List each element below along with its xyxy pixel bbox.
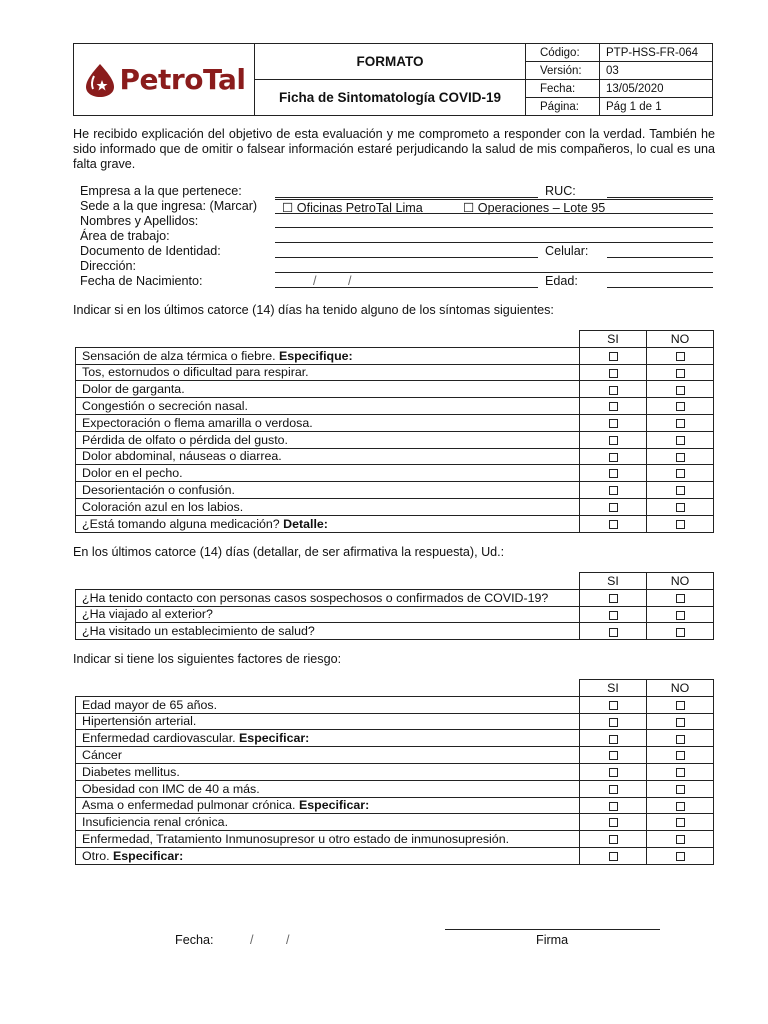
logo-cell bbox=[74, 44, 255, 115]
meta-key: Versión: bbox=[526, 62, 600, 79]
row-label bbox=[76, 831, 580, 848]
cell-no bbox=[647, 465, 714, 482]
table-row bbox=[76, 515, 714, 532]
cell-si bbox=[580, 364, 647, 381]
column-header-no: NO bbox=[647, 331, 714, 348]
cell-si bbox=[580, 465, 647, 482]
row-label bbox=[76, 696, 580, 713]
cell-no bbox=[647, 814, 714, 831]
row-area bbox=[80, 229, 715, 244]
table-row bbox=[76, 814, 714, 831]
row-nombres bbox=[80, 214, 715, 229]
cell-no bbox=[647, 589, 714, 606]
format-label: FORMATO bbox=[255, 44, 525, 80]
section3-question: Indicar si tiene los siguientes factores de riesgo: bbox=[73, 652, 342, 666]
cell-no bbox=[647, 623, 714, 640]
checkbox-si[interactable] bbox=[609, 768, 618, 777]
column-header-si: SI bbox=[580, 680, 647, 697]
exposure-table bbox=[75, 572, 714, 640]
label-edad: Edad: bbox=[545, 274, 578, 288]
cell-no bbox=[647, 847, 714, 864]
table-row bbox=[76, 696, 714, 713]
row-label bbox=[76, 431, 580, 448]
documento-field[interactable] bbox=[275, 244, 538, 258]
row-label bbox=[76, 847, 580, 864]
row-documento bbox=[80, 244, 715, 259]
signature-line[interactable] bbox=[445, 929, 660, 930]
row-detail-prompt: Especificar: bbox=[239, 731, 310, 746]
row-text: Desorientación o confusión. bbox=[82, 483, 235, 498]
checkbox-no[interactable] bbox=[676, 469, 685, 478]
flame-drop-icon bbox=[83, 62, 117, 98]
checkbox-no[interactable] bbox=[676, 718, 685, 727]
column-header-no: NO bbox=[647, 573, 714, 590]
row-label bbox=[76, 465, 580, 482]
footer-date-label: Fecha: bbox=[175, 933, 214, 947]
table-row bbox=[76, 831, 714, 848]
table-row bbox=[76, 498, 714, 515]
label-ruc: RUC: bbox=[545, 184, 576, 198]
celular-field[interactable] bbox=[607, 244, 713, 258]
label-celular: Celular: bbox=[545, 244, 589, 258]
row-text: Edad mayor de 65 años. bbox=[82, 697, 218, 712]
row-label bbox=[76, 414, 580, 431]
edad-field[interactable] bbox=[607, 274, 713, 288]
row-detail-prompt: Especificar: bbox=[298, 798, 370, 813]
label-nacimiento: Fecha de Nacimiento: bbox=[80, 274, 203, 288]
cell-si bbox=[580, 780, 647, 797]
cell-no bbox=[647, 730, 714, 747]
row-label bbox=[76, 763, 580, 780]
cell-no bbox=[647, 831, 714, 848]
cell-si bbox=[580, 347, 647, 364]
meta-value: 13/05/2020 bbox=[606, 82, 664, 95]
checkbox-no[interactable] bbox=[676, 835, 685, 844]
signature-label: Firma bbox=[536, 933, 569, 947]
table-row bbox=[76, 414, 714, 431]
row-text: ¿Ha viajado al exterior? bbox=[82, 607, 213, 622]
table-row bbox=[76, 623, 714, 640]
cell-si bbox=[580, 747, 647, 764]
row-text: Enfermedad cardiovascular. bbox=[82, 731, 236, 746]
label-area: Área de trabajo: bbox=[80, 229, 170, 243]
cell-no bbox=[647, 747, 714, 764]
checkbox-no[interactable] bbox=[676, 751, 685, 760]
checkbox-no[interactable] bbox=[676, 503, 685, 512]
meta-row-code bbox=[526, 44, 712, 62]
cell-no bbox=[647, 364, 714, 381]
cell-si bbox=[580, 763, 647, 780]
date-separator: / bbox=[250, 933, 254, 947]
section1-question: Indicar si en los últimos catorce (14) días ha tenido alguno de los síntomas siguientes: bbox=[73, 303, 554, 317]
checkbox-no[interactable] bbox=[676, 594, 685, 603]
checkbox-si[interactable] bbox=[609, 852, 618, 861]
checkbox-no[interactable] bbox=[676, 419, 685, 428]
label-empresa: Empresa a la que pertenece: bbox=[80, 184, 242, 198]
checkbox-si[interactable] bbox=[609, 802, 618, 811]
table-row bbox=[76, 398, 714, 415]
meta-row-date bbox=[526, 80, 712, 98]
row-text: Dolor abdominal, náuseas o diarrea. bbox=[82, 449, 282, 464]
row-detail-prompt: Especificar: bbox=[113, 848, 184, 863]
cell-no bbox=[647, 713, 714, 730]
checkbox-no[interactable] bbox=[676, 352, 685, 361]
checkbox-si[interactable] bbox=[609, 453, 618, 462]
label-nombres: Nombres y Apellidos: bbox=[80, 214, 199, 228]
empresa-field[interactable] bbox=[275, 184, 538, 198]
table-header-row bbox=[76, 680, 714, 697]
form-title: Ficha de Sintomatología COVID-19 bbox=[278, 90, 502, 105]
row-text: Pérdida de olfato o pérdida del gusto. bbox=[82, 432, 288, 447]
cell-no bbox=[647, 414, 714, 431]
row-label bbox=[76, 797, 580, 814]
row-sede bbox=[80, 199, 715, 214]
cell-si bbox=[580, 730, 647, 747]
cell-si bbox=[580, 623, 647, 640]
cell-no bbox=[647, 347, 714, 364]
cell-si bbox=[580, 398, 647, 415]
direccion-field[interactable] bbox=[275, 259, 713, 273]
checkbox-si[interactable] bbox=[609, 701, 618, 710]
row-label bbox=[76, 814, 580, 831]
table-row bbox=[76, 465, 714, 482]
checkbox-no[interactable] bbox=[676, 520, 685, 529]
cell-si bbox=[580, 831, 647, 848]
checkbox-si[interactable] bbox=[609, 352, 618, 361]
row-label bbox=[76, 730, 580, 747]
cell-si bbox=[580, 431, 647, 448]
company-logo bbox=[83, 62, 246, 98]
meta-row-version bbox=[526, 62, 712, 80]
personal-info-form bbox=[80, 184, 715, 289]
meta-key: Código: bbox=[526, 44, 600, 61]
cell-no bbox=[647, 498, 714, 515]
checkbox-no[interactable] bbox=[676, 735, 685, 744]
cell-no bbox=[647, 780, 714, 797]
checkbox-no[interactable] bbox=[676, 486, 685, 495]
cell-si bbox=[580, 713, 647, 730]
table-row bbox=[76, 347, 714, 364]
checkbox-si[interactable] bbox=[609, 835, 618, 844]
table-row bbox=[76, 589, 714, 606]
table-row bbox=[76, 606, 714, 623]
checkbox-no[interactable] bbox=[676, 818, 685, 827]
cell-no bbox=[647, 797, 714, 814]
checkbox-no[interactable] bbox=[676, 402, 685, 411]
nombres-field[interactable] bbox=[275, 214, 713, 228]
checkbox-no[interactable] bbox=[676, 386, 685, 395]
cell-no bbox=[647, 763, 714, 780]
cell-no bbox=[647, 448, 714, 465]
row-label bbox=[76, 606, 580, 623]
area-field[interactable] bbox=[275, 229, 713, 243]
row-text: Cáncer bbox=[82, 748, 122, 763]
date-separator: / bbox=[348, 274, 352, 288]
header-spacer bbox=[76, 573, 580, 590]
meta-value: PTP-HSS-FR-064 bbox=[606, 46, 699, 59]
row-label bbox=[76, 589, 580, 606]
row-text: Tos, estornudos o dificultad para respirar. bbox=[82, 365, 309, 380]
row-text: Dolor de garganta. bbox=[82, 382, 185, 397]
row-label bbox=[76, 482, 580, 499]
label-documento: Documento de Identidad: bbox=[80, 244, 221, 258]
checkbox-no[interactable] bbox=[676, 852, 685, 861]
row-text: ¿Está tomando alguna medicación? bbox=[82, 516, 280, 531]
row-empresa bbox=[80, 184, 715, 199]
checkbox-si[interactable] bbox=[609, 785, 618, 794]
row-text: Insuficiencia renal crónica. bbox=[82, 815, 229, 830]
checkbox-si[interactable] bbox=[609, 611, 618, 620]
cell-si bbox=[580, 515, 647, 532]
table-row bbox=[76, 747, 714, 764]
cell-si bbox=[580, 814, 647, 831]
header-spacer bbox=[76, 680, 580, 697]
meta-key: Fecha: bbox=[526, 80, 600, 97]
table-row bbox=[76, 730, 714, 747]
checkbox-si[interactable] bbox=[609, 402, 618, 411]
cell-no bbox=[647, 482, 714, 499]
checkbox-si[interactable] bbox=[609, 369, 618, 378]
date-separator: / bbox=[313, 274, 317, 288]
row-nacimiento bbox=[80, 274, 715, 289]
row-text: Enfermedad, Tratamiento Inmunosupresor u otro estado de inmunosupresión. bbox=[82, 832, 510, 847]
checkbox-si[interactable] bbox=[609, 735, 618, 744]
cell-si bbox=[580, 482, 647, 499]
checkbox-si[interactable] bbox=[609, 386, 618, 395]
row-label bbox=[76, 364, 580, 381]
table-row bbox=[76, 713, 714, 730]
column-header-no: NO bbox=[647, 680, 714, 697]
row-label bbox=[76, 498, 580, 515]
checkbox-no[interactable] bbox=[676, 453, 685, 462]
cell-no bbox=[647, 381, 714, 398]
checkbox-no[interactable] bbox=[676, 802, 685, 811]
row-text: Sensación de alza térmica o fiebre. bbox=[82, 348, 276, 363]
table-row bbox=[76, 780, 714, 797]
cell-si bbox=[580, 448, 647, 465]
meta-value: 03 bbox=[606, 64, 619, 77]
row-label bbox=[76, 623, 580, 640]
cell-si bbox=[580, 847, 647, 864]
row-text: Diabetes mellitus. bbox=[82, 764, 180, 779]
column-header-si: SI bbox=[580, 573, 647, 590]
row-label bbox=[76, 347, 580, 364]
label-direccion: Dirección: bbox=[80, 259, 136, 273]
checkbox-si[interactable] bbox=[609, 503, 618, 512]
title-cell bbox=[255, 44, 526, 115]
row-direccion bbox=[80, 259, 715, 274]
row-text: ¿Ha visitado un establecimiento de salud? bbox=[82, 624, 315, 639]
cell-si bbox=[580, 696, 647, 713]
checkbox-si[interactable] bbox=[609, 594, 618, 603]
row-label bbox=[76, 780, 580, 797]
cell-no bbox=[647, 515, 714, 532]
row-label bbox=[76, 747, 580, 764]
cell-no bbox=[647, 606, 714, 623]
checkbox-si[interactable] bbox=[609, 751, 618, 760]
row-text: Congestión o secreción nasal. bbox=[82, 399, 248, 414]
row-label bbox=[76, 398, 580, 415]
row-text: Dolor en el pecho. bbox=[82, 466, 183, 481]
checkbox-si[interactable] bbox=[609, 486, 618, 495]
date-separator: / bbox=[286, 933, 290, 947]
row-text: Hipertensión arterial. bbox=[82, 714, 197, 729]
column-header-si: SI bbox=[580, 331, 647, 348]
row-text: Obesidad con IMC de 40 a más. bbox=[82, 781, 260, 796]
cell-si bbox=[580, 606, 647, 623]
row-detail-prompt: Especifique: bbox=[279, 348, 353, 363]
row-text: Coloración azul en los labios. bbox=[82, 499, 244, 514]
intro-paragraph: He recibido explicación del objetivo de esta evaluación y me comprometo a responder con la verdad. También he sido informado que de omitir o falsear información estaré perjudicando la salud de mis compañeros, lo cual es una falta grave. bbox=[73, 127, 715, 171]
table-header-row bbox=[76, 331, 714, 348]
cell-no bbox=[647, 696, 714, 713]
table-row bbox=[76, 482, 714, 499]
meta-row-page bbox=[526, 98, 712, 115]
symptoms-table bbox=[75, 330, 714, 533]
cell-no bbox=[647, 431, 714, 448]
checkbox-si[interactable] bbox=[609, 469, 618, 478]
table-row bbox=[76, 431, 714, 448]
row-label bbox=[76, 515, 580, 532]
cell-si bbox=[580, 414, 647, 431]
table-header-row bbox=[76, 573, 714, 590]
checkbox-no[interactable] bbox=[676, 436, 685, 445]
header-spacer bbox=[76, 331, 580, 348]
checkbox-si[interactable] bbox=[609, 419, 618, 428]
checkbox-si[interactable] bbox=[609, 628, 618, 637]
cell-si bbox=[580, 797, 647, 814]
sede-option-lima[interactable]: ☐ Oficinas PetroTal Lima bbox=[282, 201, 423, 215]
cell-si bbox=[580, 381, 647, 398]
checkbox-no[interactable] bbox=[676, 628, 685, 637]
row-label bbox=[76, 448, 580, 465]
risk-factors-table bbox=[75, 679, 714, 865]
row-detail-prompt: Detalle: bbox=[283, 516, 328, 531]
row-label bbox=[76, 381, 580, 398]
section2-question: En los últimos catorce (14) días (detallar, de ser afirmativa la respuesta), Ud.: bbox=[73, 545, 505, 559]
label-sede: Sede a la que ingresa: (Marcar) bbox=[80, 199, 258, 213]
cell-si bbox=[580, 589, 647, 606]
checkbox-no[interactable] bbox=[676, 768, 685, 777]
sede-option-lote95[interactable]: ☐ Operaciones – Lote 95 bbox=[463, 201, 606, 215]
row-label bbox=[76, 713, 580, 730]
table-row bbox=[76, 797, 714, 814]
checkbox-no[interactable] bbox=[676, 701, 685, 710]
checkbox-si[interactable] bbox=[609, 436, 618, 445]
meta-key: Página: bbox=[526, 98, 600, 115]
checkbox-no[interactable] bbox=[676, 611, 685, 620]
row-text: Otro. bbox=[82, 848, 110, 863]
cell-no bbox=[647, 398, 714, 415]
ruc-field[interactable] bbox=[607, 184, 713, 198]
table-row bbox=[76, 448, 714, 465]
table-row bbox=[76, 847, 714, 864]
checkbox-si[interactable] bbox=[609, 718, 618, 727]
cell-si bbox=[580, 498, 647, 515]
table-row bbox=[76, 763, 714, 780]
row-text: Expectoración o flema amarilla o verdosa. bbox=[82, 415, 313, 430]
row-text: Asma o enfermedad pulmonar crónica. bbox=[82, 798, 296, 813]
company-logo-text: PetroTal bbox=[119, 63, 246, 96]
meta-value: Pág 1 de 1 bbox=[606, 100, 662, 113]
table-row bbox=[76, 381, 714, 398]
document-header bbox=[73, 43, 713, 116]
row-text: ¿Ha tenido contacto con personas casos sospechosos o confirmados de COVID-19? bbox=[82, 590, 549, 605]
checkbox-no[interactable] bbox=[676, 785, 685, 794]
checkbox-no[interactable] bbox=[676, 369, 685, 378]
checkbox-si[interactable] bbox=[609, 818, 618, 827]
table-row bbox=[76, 364, 714, 381]
document-meta bbox=[526, 44, 712, 115]
checkbox-si[interactable] bbox=[609, 520, 618, 529]
